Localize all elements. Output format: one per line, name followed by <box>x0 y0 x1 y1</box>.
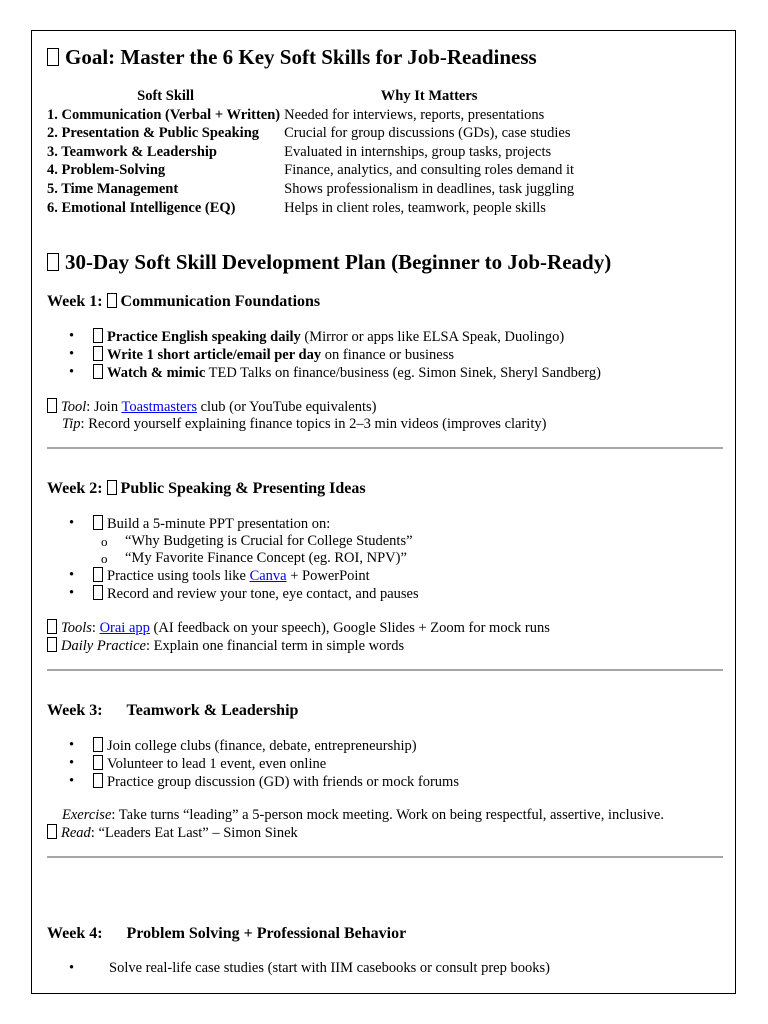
tool-text-end: club (or YouTube equivalents) <box>196 399 377 415</box>
list-item-text: Build a 5-minute PPT presentation on: <box>107 516 331 532</box>
skill-cell: 3. Teamwork & Leadership <box>47 143 217 160</box>
list-item <box>47 755 723 773</box>
read-note <box>47 824 723 842</box>
speech-icon <box>107 293 117 308</box>
tool-note <box>47 398 723 416</box>
week-2-notes <box>47 619 723 655</box>
week-2-heading <box>47 479 723 499</box>
skill-cell: 1. Communication (Verbal + Written) <box>47 106 281 123</box>
section-divider <box>47 447 723 449</box>
list-item <box>47 567 723 585</box>
microphone-icon <box>107 480 117 495</box>
week-1-title: Communication Foundations <box>120 293 321 310</box>
daily-practice-text: : Explain one financial term in simple words <box>145 638 405 654</box>
exercise-label: Exercise <box>62 807 112 823</box>
list-item-text: on finance or business <box>321 347 454 363</box>
column-header-soft-skill: Soft Skill <box>137 88 194 104</box>
week-2-title: Public Speaking & Presenting Ideas <box>120 480 366 497</box>
daily-practice-label: Daily Practice <box>61 638 146 654</box>
list-item-text-end: + PowerPoint <box>286 568 370 584</box>
repeat-icon <box>47 637 57 652</box>
list-item-text: (Mirror or apps like ELSA Speak, Duolingo) <box>300 329 565 345</box>
document-page <box>31 30 736 994</box>
book-icon <box>47 824 57 839</box>
checkbox-icon <box>93 515 103 530</box>
week-1-label: Week 1: <box>47 293 103 310</box>
list-item <box>47 737 723 755</box>
checkbox-icon <box>93 773 103 788</box>
week-3-section <box>47 701 723 842</box>
week-2-section <box>47 479 723 655</box>
tip-note <box>47 416 723 433</box>
canva-link[interactable]: Canva <box>249 568 287 584</box>
week-4-list <box>47 960 723 977</box>
skill-cell: 2. Presentation & Public Speaking <box>47 125 260 142</box>
section-divider <box>47 856 723 858</box>
table-row <box>47 180 574 199</box>
skill-cell: 5. Time Management <box>47 180 179 197</box>
why-cell: Shows professionalism in deadlines, task juggling <box>284 180 575 197</box>
table-row <box>47 199 574 218</box>
week-2-label: Week 2: <box>47 480 103 497</box>
checkbox-icon <box>93 585 103 600</box>
week-3-heading <box>47 701 723 721</box>
list-item-text: Join college clubs (finance, debate, entrepreneurship) <box>107 738 417 754</box>
checkbox-icon <box>93 737 103 752</box>
checkbox-icon <box>93 755 103 770</box>
tools-label: Tools <box>61 620 92 636</box>
sub-list-item: o “My Favorite Finance Concept (eg. ROI, NPV)” <box>93 550 723 567</box>
checkbox-icon <box>93 567 103 582</box>
daily-practice-note <box>47 637 723 655</box>
soft-skills-table <box>47 87 574 217</box>
list-item <box>47 328 723 346</box>
table-row <box>47 124 574 143</box>
table-row <box>47 161 574 180</box>
week-4-label: Week 4: <box>47 925 103 942</box>
tip-label: Tip <box>62 416 81 432</box>
week-2-list <box>47 515 723 603</box>
list-item <box>47 773 723 791</box>
why-cell: Finance, analytics, and consulting roles demand it <box>284 162 575 179</box>
week-3-title: Teamwork & Leadership <box>126 702 299 719</box>
week-4-heading <box>47 924 723 944</box>
week-3-label: Week 3: <box>47 702 103 719</box>
list-item <box>47 364 723 382</box>
goal-title-text: Goal: Master the 6 Key Soft Skills for Job-Readiness <box>65 45 537 69</box>
list-item-emphasis: Watch & mimic <box>107 365 206 381</box>
list-item-text: TED Talks on finance/business (eg. Simon Sinek, Sheryl Sandberg) <box>205 365 601 381</box>
week-3-notes <box>47 807 723 842</box>
week-1-heading <box>47 292 723 312</box>
list-item-text: Practice using tools like <box>107 568 250 584</box>
plan-heading <box>47 249 611 275</box>
why-cell: Crucial for group discussions (GDs), case studies <box>284 125 571 142</box>
exercise-text: : Take turns “leading” a 5-person mock meeting. Work on being respectful, assertive, inclusive. <box>111 807 664 823</box>
orai-app-link[interactable]: Orai app <box>99 620 150 636</box>
target-icon <box>47 48 59 66</box>
toolbox-icon <box>47 619 57 634</box>
calendar-icon <box>47 253 59 271</box>
presentation-topics-list <box>93 533 723 567</box>
checkbox-icon <box>93 364 103 379</box>
week-1-list <box>47 328 723 382</box>
list-item-text: Volunteer to lead 1 event, even online <box>107 756 327 772</box>
tools-text-end: (AI feedback on your speech), Google Slides + Zoom for mock runs <box>149 620 550 636</box>
table-header-row <box>47 87 574 106</box>
week-1-notes <box>47 398 723 433</box>
column-header-why-it-matters: Why It Matters <box>380 88 478 104</box>
tools-text: : <box>91 620 100 636</box>
list-item-text: Record and review your tone, eye contact, and pauses <box>107 586 419 602</box>
section-divider <box>47 669 723 671</box>
tool-text: : Join <box>86 399 122 415</box>
week-4-title: Problem Solving + Professional Behavior <box>126 925 407 942</box>
list-item <box>47 515 723 567</box>
list-item-emphasis: Write 1 short article/email per day <box>107 347 322 363</box>
goal-heading <box>47 44 537 70</box>
list-item-emphasis: Practice English speaking daily <box>107 329 301 345</box>
list-item: • Solve real-life case studies (start with IIM casebooks or consult prep books) <box>47 960 723 977</box>
list-item <box>47 585 723 603</box>
skill-cell: 6. Emotional Intelligence (EQ) <box>47 199 236 216</box>
exercise-note <box>47 807 723 824</box>
table-row <box>47 106 574 125</box>
tip-text: : Record yourself explaining finance topics in 2–3 min videos (improves clarity) <box>80 416 547 432</box>
skill-cell: 4. Problem-Solving <box>47 162 166 179</box>
table-row <box>47 143 574 162</box>
read-text: : “Leaders Eat Last” – Simon Sinek <box>90 825 298 841</box>
plan-title-text: 30-Day Soft Skill Development Plan (Beginner to Job-Ready) <box>65 250 612 274</box>
week-4-section <box>47 924 723 977</box>
checkbox-icon <box>93 346 103 361</box>
week-3-list <box>47 737 723 791</box>
read-label: Read <box>61 825 91 841</box>
tools-note <box>47 619 723 637</box>
list-item <box>47 346 723 364</box>
tool-label: Tool <box>61 399 87 415</box>
why-cell: Evaluated in internships, group tasks, projects <box>284 143 552 160</box>
toastmasters-link[interactable]: Toastmasters <box>121 399 197 415</box>
list-item-text: Practice group discussion (GD) with friends or mock forums <box>107 774 459 790</box>
why-cell: Helps in client roles, teamwork, people skills <box>284 199 546 216</box>
week-1-section <box>47 292 723 433</box>
why-cell: Needed for interviews, reports, presentations <box>284 106 545 123</box>
sub-list-item: o “Why Budgeting is Crucial for College Students” <box>93 533 723 550</box>
checkbox-icon <box>93 328 103 343</box>
wrench-icon <box>47 398 57 413</box>
